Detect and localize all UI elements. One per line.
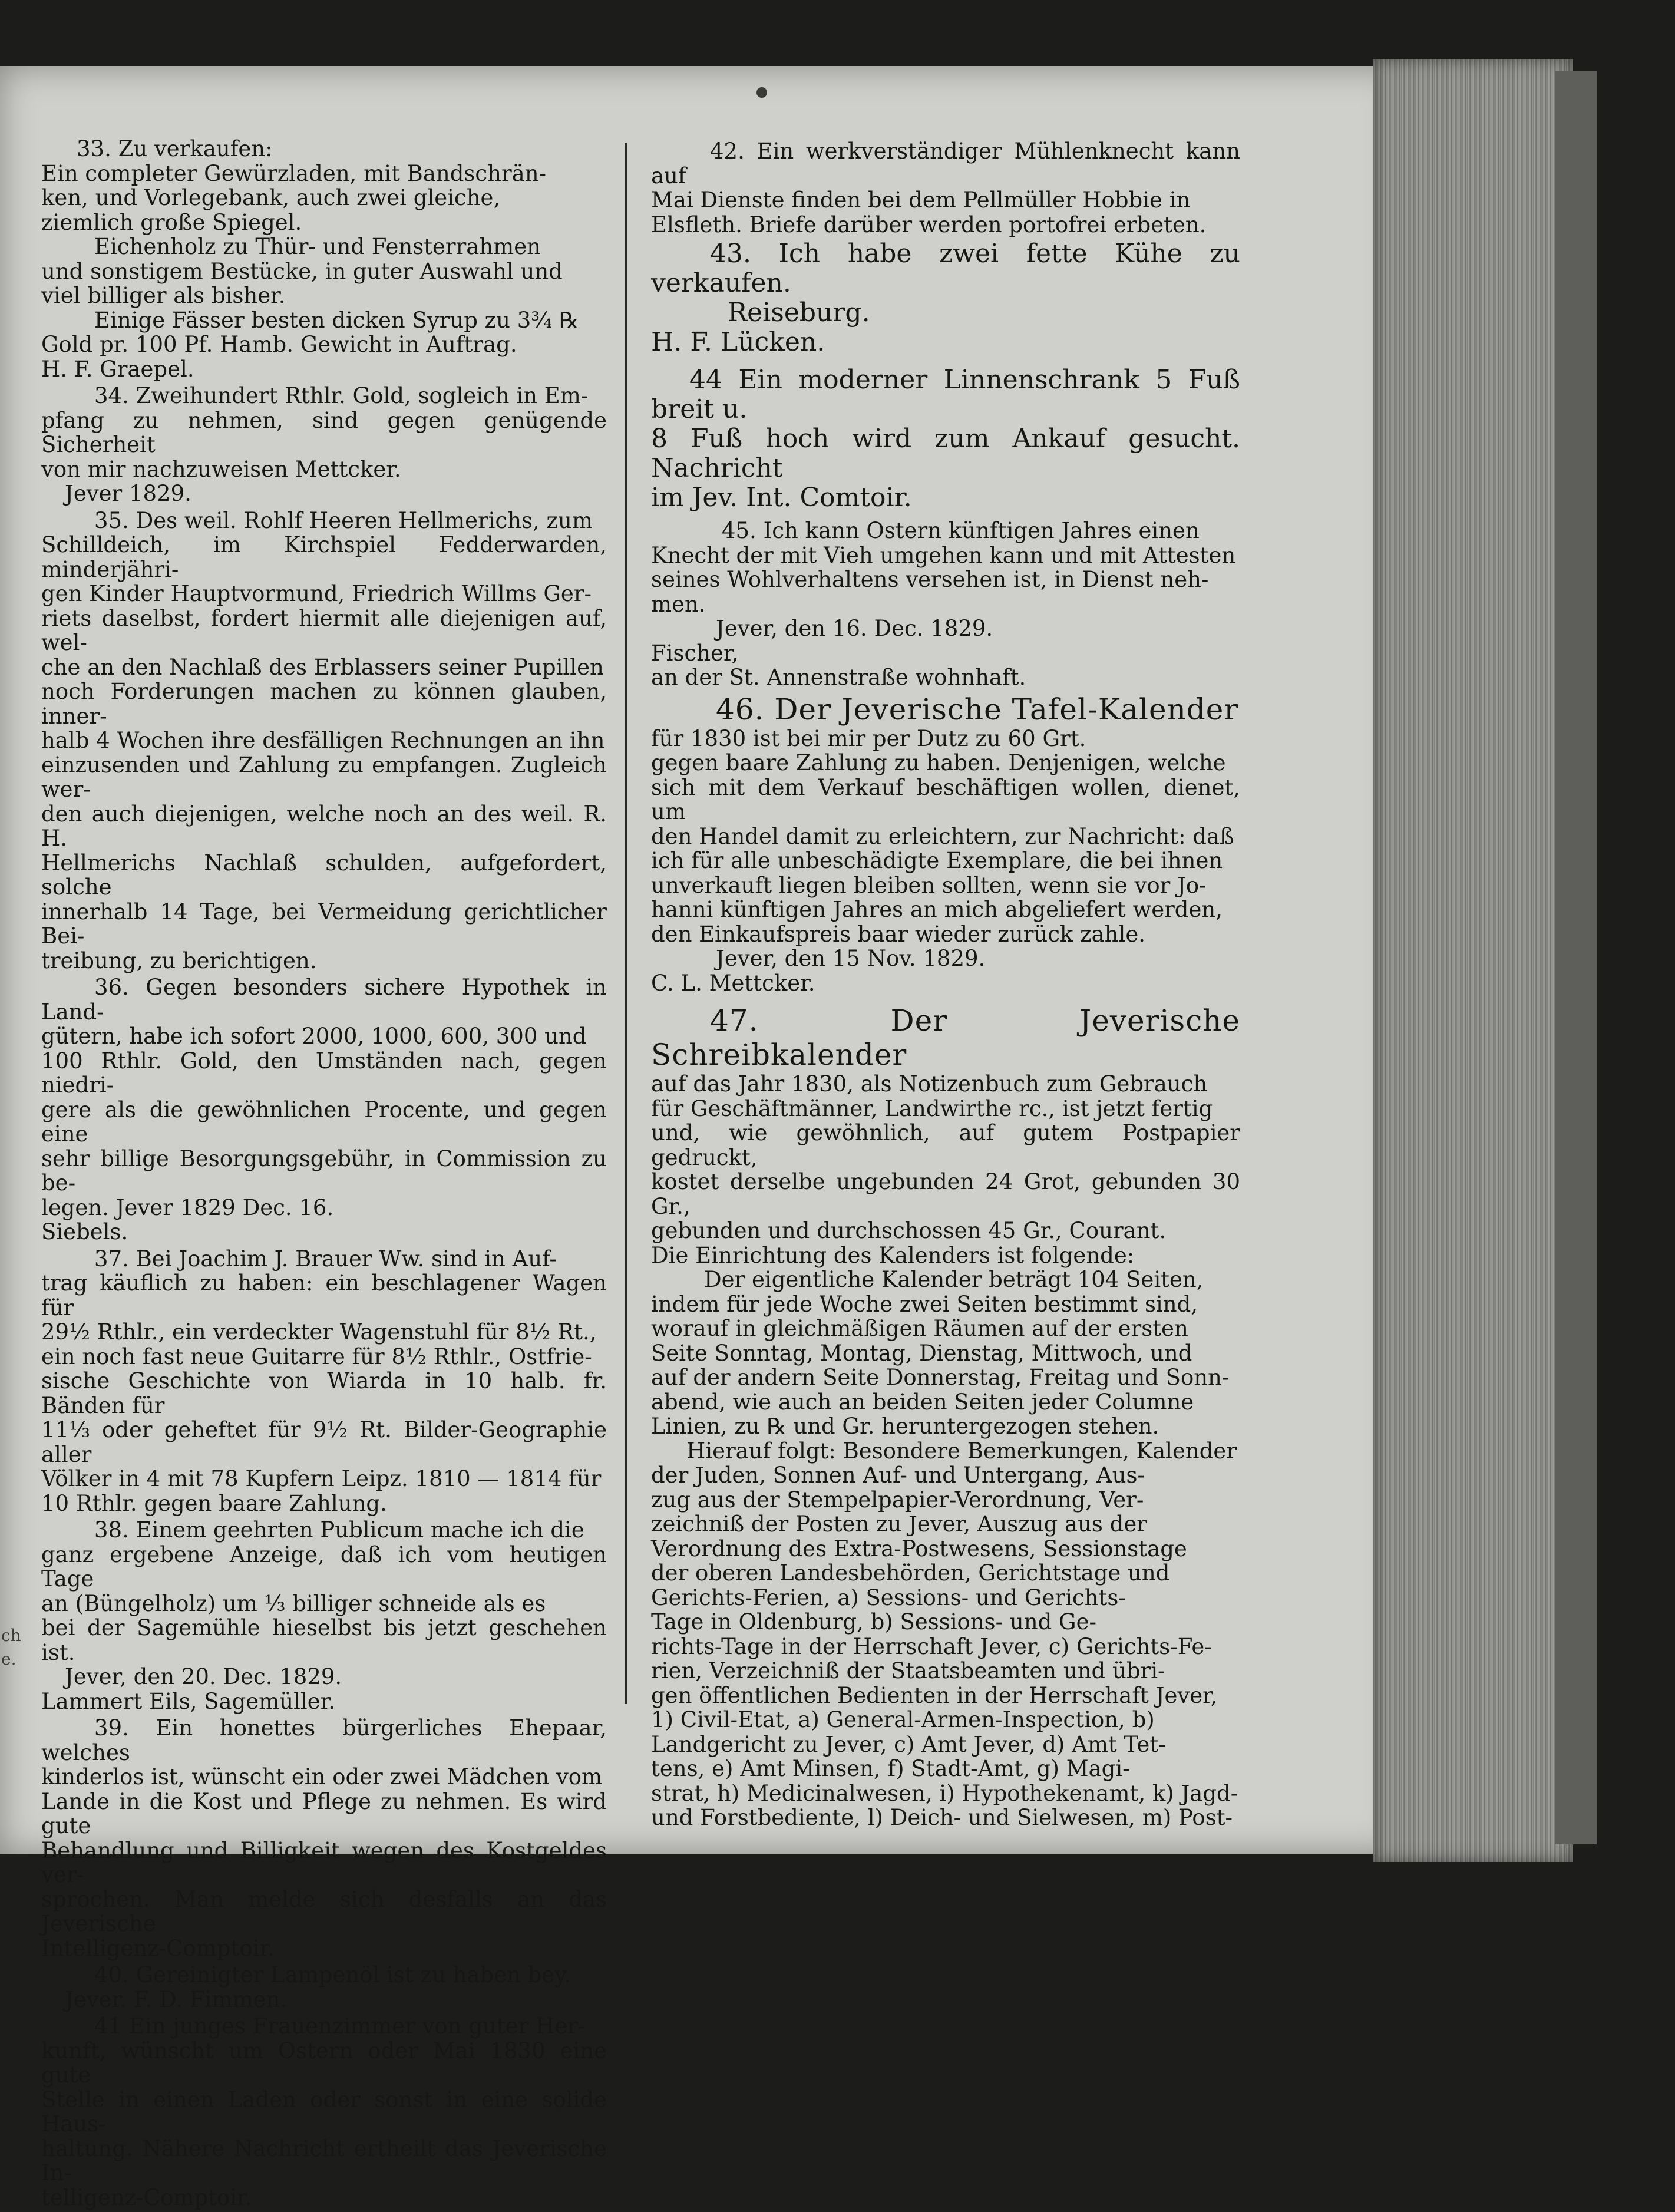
ad-number: 40. [94, 1962, 129, 1988]
margin-fragment: e. [1, 1649, 16, 1669]
ad-line: Landgericht zu Jever, c) Amt Jever, d) Amt Tet- [651, 1731, 1166, 1757]
ad-41 [41, 2014, 607, 2210]
ad-line: und, wie gewöhnlich, auf gutem Postpapier gedruckt, [651, 1120, 1240, 1170]
ad-line: tens, e) Amt Minsen, f) Stadt-Amt, g) Magi- [651, 1756, 1130, 1781]
ad-line: von mir nachzuweisen Mettcker. [41, 456, 401, 482]
ad-line: strat, h) Medicinalwesen, i) Hypothekenamt, k) Jagd- [651, 1780, 1238, 1806]
ad-34 [41, 384, 607, 506]
ad-line: Jever, den 20. Dec. 1829. [65, 1664, 342, 1689]
ad-line: Ein completer Gewürzladen, mit Bandschrän- [41, 160, 547, 186]
ad-line: 29½ Rthlr., ein verdeckter Wagenstuhl für 8½ Rt., [41, 1319, 597, 1345]
ad-33 [41, 137, 607, 381]
ad-line: 10 Rthlr. gegen baare Zahlung. [41, 1490, 387, 1516]
ad-35 [41, 509, 607, 973]
ad-line: treibung, zu berichtigen. [41, 947, 317, 973]
ad-line: ein noch fast neue Guitarre für 8½ Rthlr., Ostfrie- [41, 1343, 592, 1369]
ad-line: sprochen. Man melde sich desfalls an das Jeverische [41, 1886, 607, 1936]
ad-line: Elsfleth. Briefe darüber werden portofrei erbeten. [651, 212, 1207, 237]
ad-47 [651, 1003, 1240, 1830]
ad-line: Eichenholz zu Thür- und Fensterrahmen [94, 234, 541, 259]
ad-number: 39. [94, 1715, 129, 1741]
ad-line: kunft, wünscht um Ostern oder Mai 1830 eine gute [41, 2038, 607, 2088]
ad-line: den Einkaufspreis baar wieder zurück zahle. [651, 921, 1145, 947]
ad-line: 45. Ich kann Ostern künftigen Jahres einen [722, 518, 1200, 543]
ad-line: Bei Joachim J. Brauer Ww. sind in Auf- [136, 1246, 557, 1272]
ad-number: 35. [94, 507, 129, 533]
ad-signature: H. F. Lücken. [651, 327, 825, 357]
ad-line: men. [651, 591, 706, 617]
ad-line: Völker in 4 mit 78 Kupfern Leipz. 1810 — 1814 für [41, 1466, 602, 1491]
ad-line: der oberen Landesbehörden, Gerichtstage und [651, 1560, 1170, 1586]
ad-line: Tage in Oldenburg, b) Sessions- und Ge- [651, 1609, 1096, 1635]
ad-line: an (Büngelholz) um ⅓ billiger schneide als es [41, 1590, 546, 1616]
ad-line: Der eigentliche Kalender beträgt 104 Seiten, [704, 1267, 1204, 1292]
ad-line: Ein junges Frauenzimmer von guter Her- [128, 2013, 586, 2039]
ad-40 [41, 1963, 607, 2012]
ad-line: ziemlich große Spiegel. [41, 209, 302, 235]
ad-line: Gold pr. 100 Pf. Hamb. Gewicht in Auftrag. [41, 332, 517, 357]
ad-line: Behandlung und Billigkeit wegen des Kostgeldes ver- [41, 1837, 607, 1887]
ad-line: Gereinigter Lampenöl ist zu haben bey. [136, 1962, 571, 1988]
ad-line: Jever 1829. [65, 481, 191, 506]
ad-line: Reiseburg. [728, 298, 870, 328]
ad-number: 34. [94, 383, 129, 408]
column-rule [625, 143, 627, 1704]
ad-signature: C. L. Mettcker. [651, 970, 815, 996]
ad-line: kostet derselbe ungebunden 24 Grot, gebunden 30 Gr., [651, 1169, 1240, 1219]
ad-line: rien, Verzeichniß der Staatsbeamten und übri- [651, 1658, 1165, 1683]
page-block-edge [1373, 59, 1573, 1862]
ad-line: Hierauf folgt: Besondere Bemerkungen, Kalender [686, 1438, 1237, 1464]
ad-line: 11⅓ oder geheftet für 9½ Rt. Bilder-Geographie aller [41, 1417, 607, 1467]
ad-36 [41, 975, 607, 1244]
ad-number: 38. [94, 1517, 129, 1543]
ad-42 [651, 139, 1240, 237]
ad-signature: Lammert Eils, Sagemüller. [41, 1688, 336, 1714]
ad-line: 8 Fuß hoch wird zum Ankauf gesucht. Nachricht [651, 424, 1240, 483]
ad-line: Jever, den 15 Nov. 1829. [716, 946, 986, 971]
ad-line: 44 Ein moderner Linnenschrank 5 Fuß breit u. [651, 365, 1240, 424]
ad-line: zug aus der Stempelpapier-Verordnung, Ver- [651, 1487, 1144, 1513]
ad-line: riets daselbst, fordert hiermit alle diejenigen auf, wel- [41, 605, 607, 655]
ad-line: Ein honettes bürgerliches Ehepaar, welches [41, 1715, 607, 1765]
ad-line: Knecht der mit Vieh umgehen kann und mit Attesten [651, 542, 1236, 568]
ad-37 [41, 1247, 607, 1516]
ad-line: zeichniß der Posten zu Jever, Auszug aus der [651, 1511, 1147, 1537]
ad-line: ich für alle unbeschädigte Exemplare, die bei ihnen [651, 848, 1223, 873]
ad-line: ken, und Vorlegebank, auch zwei gleiche, [41, 185, 501, 210]
ad-line: der Juden, Sonnen Auf- und Untergang, Aus- [651, 1462, 1145, 1488]
ad-line: gere als die gewöhnlichen Procente, und gegen eine [41, 1097, 607, 1147]
ad-line: gebunden und durchschossen 45 Gr., Courant. [651, 1218, 1167, 1243]
ad-line: pfang zu nehmen, sind gegen genügende Sicherheit [41, 407, 607, 457]
ad-line: Lande in die Kost und Pflege zu nehmen. Es wird gute [41, 1788, 607, 1838]
ink-spot [756, 87, 767, 98]
ad-line: haltung. Nähere Nachricht ertheilt das Jeverische In- [41, 2135, 607, 2185]
ad-line: Stelle in einen Laden oder sonst in eine solide Haus- [41, 2086, 607, 2137]
ad-line: worauf in gleichmäßigen Räumen auf der ersten [651, 1316, 1188, 1341]
ad-line: Mai Dienste finden bei dem Pellmüller Hobbie in [651, 187, 1191, 213]
ad-number: 41 [94, 2013, 123, 2039]
ad-line: Gerichts-Ferien, a) Sessions- und Gerichts- [651, 1584, 1126, 1610]
ad-line: auf das Jahr 1830, als Notizenbuch zum Gebrauch [651, 1071, 1208, 1097]
ad-signature: Fischer, [651, 640, 739, 666]
ad-46 [651, 692, 1240, 996]
ad-line: che an den Nachlaß des Erblassers seiner Pupillen [41, 654, 604, 680]
ad-line: seines Wohlverhaltens versehen ist, in Dienst neh- [651, 567, 1209, 592]
ad-line: viel billiger als bisher. [41, 283, 286, 308]
ad-line: Einem geehrten Publicum mache ich die [136, 1517, 584, 1543]
ad-line: im Jev. Int. Comtoir. [651, 483, 912, 513]
ad-line: für 1830 ist bei mir per Dutz zu 60 Grt. [651, 725, 1086, 751]
ad-line: den Handel damit zu erleichtern, zur Nachricht: daß [651, 823, 1234, 849]
ad-line: unverkauft liegen bleiben sollten, wenn sie vor Jo- [651, 872, 1207, 898]
ad-number: 33. [77, 136, 111, 161]
ad-number: 36. [94, 975, 129, 1000]
margin-fragment: ch [1, 1626, 21, 1645]
ad-line: 1) Civil-Etat, a) General-Armen-Inspection, b) [651, 1707, 1155, 1732]
ad-line: halb 4 Wochen ihre desfälligen Rechnungen an ihn [41, 728, 605, 753]
ad-39 [41, 1716, 607, 1960]
ad-line: einzusenden und Zahlung zu empfangen. Zugleich wer- [41, 752, 607, 802]
ad-line: telligenz-Comptoir. [41, 2184, 252, 2210]
ad-45 [651, 519, 1240, 690]
ad-line: sehr billige Besorgungsgebühr, in Commission zu be- [41, 1145, 607, 1196]
ad-line: 100 Rthlr. Gold, den Umständen nach, gegen niedri- [41, 1048, 607, 1098]
ad-line: für Geschäftmänner, Landwirthe rc., ist jetzt fertig [651, 1095, 1213, 1121]
ad-line: ganz ergebene Anzeige, daß ich vom heutigen Tage [41, 1541, 607, 1592]
ad-heading: 47. Der Jeverische Schreibkalender [651, 1003, 1240, 1072]
ad-43 [651, 239, 1240, 357]
ad-line: bei der Sagemühle hieselbst bis jetzt geschehen ist. [41, 1615, 607, 1665]
ad-line: und sonstigem Bestücke, in guter Auswahl und [41, 258, 563, 284]
ad-heading: Zu verkaufen: [118, 136, 273, 161]
ad-line: Intelligenz-Comptoir. [41, 1935, 275, 1961]
ad-line: Gegen besonders sichere Hypothek in Land- [41, 975, 607, 1025]
ad-44 [651, 365, 1240, 513]
ad-subheading: Die Einrichtung des Kalenders ist folgende: [651, 1242, 1135, 1268]
book-cover-edge [1555, 71, 1597, 1844]
ad-line: kinderlos ist, wünscht ein oder zwei Mädchen vom [41, 1764, 603, 1790]
ad-line: Linien, zu ℞ und Gr. heruntergezogen stehen. [651, 1414, 1159, 1439]
ad-line: innerhalb 14 Tage, bei Vermeidung gerichtlicher Bei- [41, 899, 607, 949]
ad-line: gütern, habe ich sofort 2000, 1000, 600, 300 und [41, 1024, 587, 1049]
ad-line: hanni künftigen Jahres an mich abgeliefert werden, [651, 897, 1223, 922]
ad-heading: 46. Der Jeverische Tafel-Kalender [716, 692, 1239, 727]
ad-line: legen. Jever 1829 Dec. 16. [41, 1194, 334, 1220]
ad-line: und Forstbediente, l) Deich- und Sielwesen, m) Post- [651, 1805, 1233, 1830]
ad-signature: an der St. Annenstraße wohnhaft. [651, 665, 1026, 690]
ad-line: auf der andern Seite Donnerstag, Freitag und Sonn- [651, 1365, 1230, 1390]
right-column [651, 139, 1240, 1833]
ad-line: Seite Sonntag, Montag, Dienstag, Mittwoch, und [651, 1340, 1192, 1366]
ad-line: Verordnung des Extra-Postwesens, Sessionstage [651, 1536, 1187, 1561]
ad-line: gegen baare Zahlung zu haben. Denjenigen, welche [651, 750, 1226, 775]
ad-line: Jever. F. D. Fimmen. [65, 1986, 288, 2012]
ad-line: gen Kinder Hauptvormund, Friedrich Willms Ger- [41, 581, 592, 606]
ad-line: sich mit dem Verkauf beschäftigen wollen, dienet, um [651, 774, 1240, 824]
ad-line: Schilldeich, im Kirchspiel Fedderwarden, minderjähri- [41, 532, 607, 582]
ad-signature: H. F. Graepel. [41, 356, 194, 382]
ad-line: Einige Fässer besten dicken Syrup zu 3¾ ℞ [94, 307, 579, 333]
ad-line: abend, wie auch an beiden Seiten jeder Columne [651, 1389, 1194, 1415]
ad-38 [41, 1518, 607, 1714]
ad-line: Hellmerichs Nachlaß schulden, aufgefordert, solche [41, 850, 607, 900]
ad-line: Jever, den 16. Dec. 1829. [716, 616, 993, 641]
ad-line: 43. Ich habe zwei fette Kühe zu verkaufen. [651, 239, 1240, 298]
ad-line: sische Geschichte von Wiarda in 10 halb. fr. Bänden für [41, 1368, 607, 1418]
ad-line: indem für jede Woche zwei Seiten bestimmt sind, [651, 1291, 1198, 1317]
left-column [41, 137, 607, 2212]
ad-line: gen öffentlichen Bedienten in der Herrschaft Jever, [651, 1682, 1218, 1708]
ad-line: 42. Ein werkverständiger Mühlenknecht kann auf [651, 138, 1240, 189]
ad-line: noch Forderungen machen zu können glauben, inner- [41, 679, 607, 729]
ad-signature: Siebels. [41, 1219, 128, 1244]
ad-line: den auch diejenigen, welche noch an des weil. R. H. [41, 801, 607, 851]
ad-line: Des weil. Rohlf Heeren Hellmerichs, zum [136, 507, 593, 533]
ad-line: Zweihundert Rthlr. Gold, sogleich in Em- [136, 383, 589, 408]
ad-line: richts-Tage in der Herrschaft Jever, c) Gerichts-Fe- [651, 1633, 1212, 1659]
ad-line: trag käuflich zu haben: ein beschlagener Wagen für [41, 1270, 607, 1320]
ad-number: 37. [94, 1246, 129, 1272]
